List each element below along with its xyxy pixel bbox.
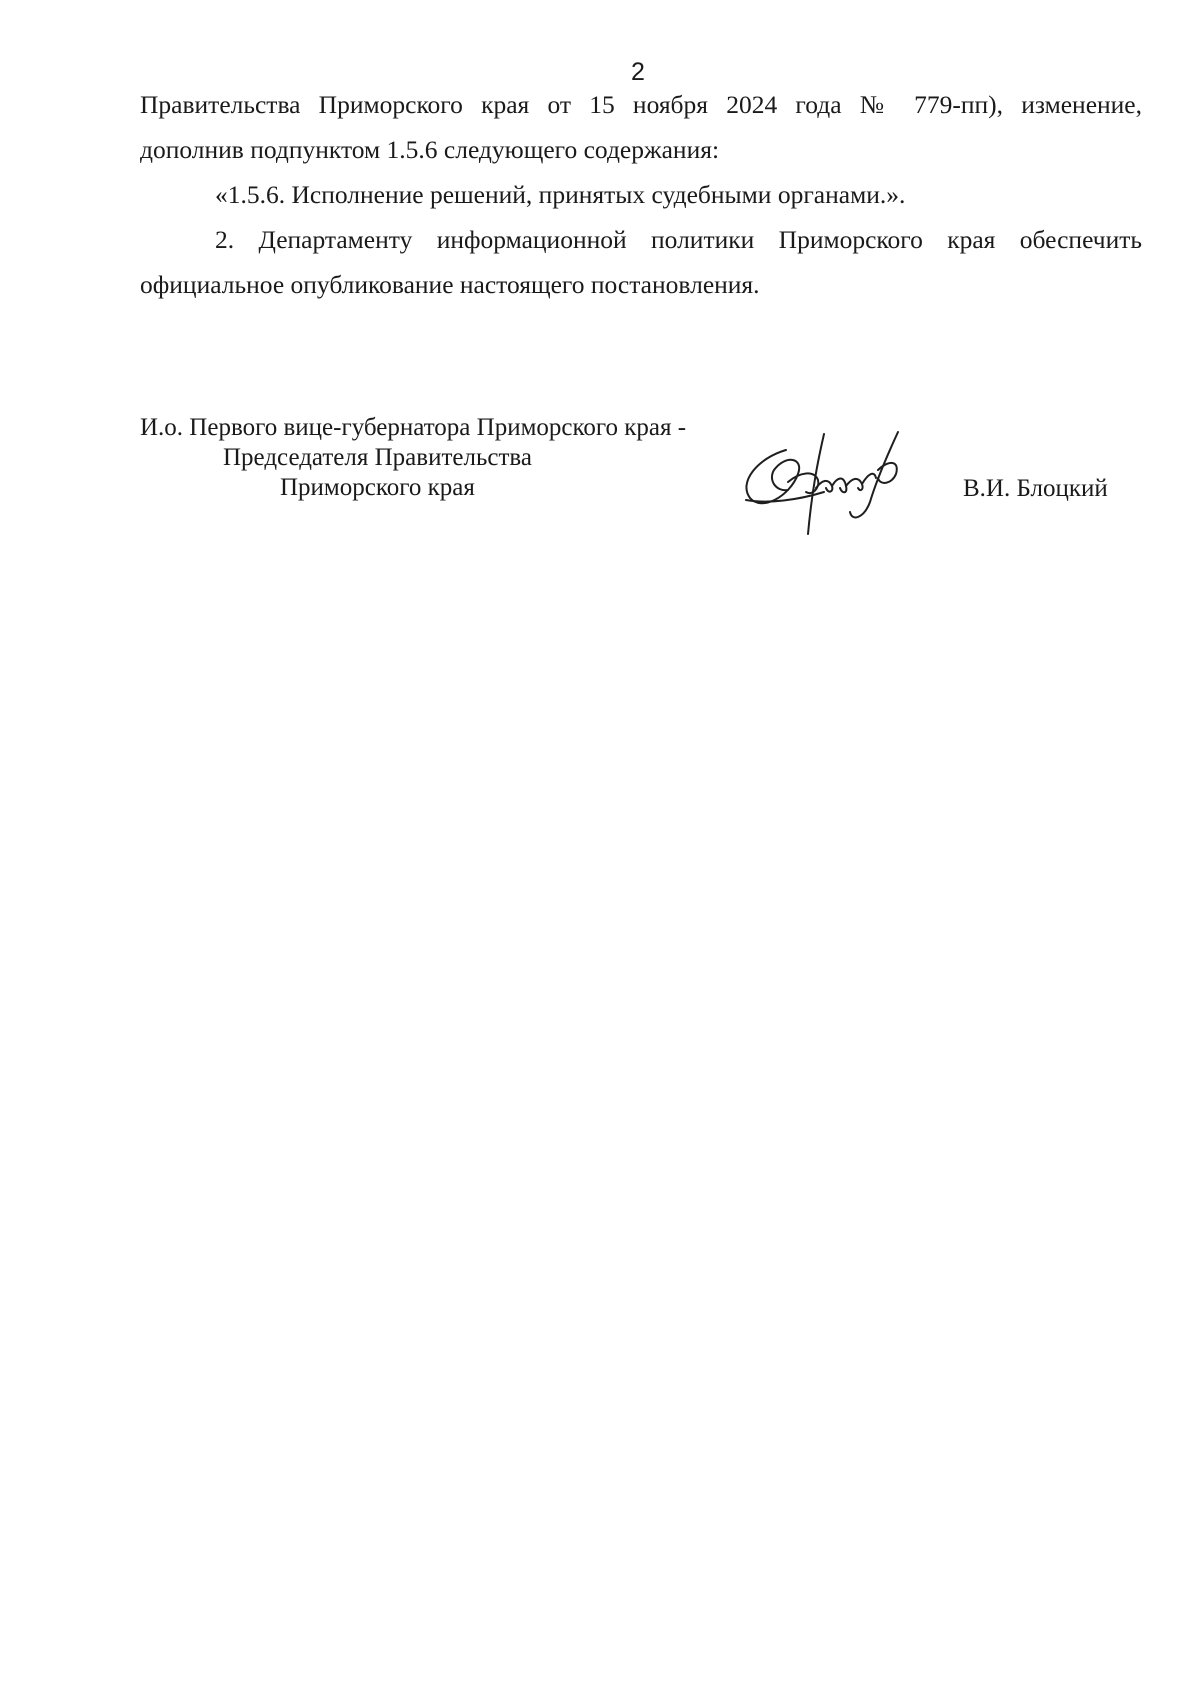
paragraph-line: дополнив подпунктом 1.5.6 следующего содержания: [140,135,720,164]
paragraph-line: 2. Департаменту информационной политики Приморского края обеспечить [215,225,1142,254]
signer-name: В.И. Блоцкий [963,475,1108,502]
paragraph-line: Правительства Приморского края от 15 ноября 2024 года № 779-пп), изменение, [140,90,1142,119]
document-body [140,82,1142,307]
paragraph-line: официальное опубликование настоящего постановления. [140,270,760,299]
signer-title-line: И.о. Первого вице-губернатора Приморского края - [140,414,687,441]
handwritten-signature-icon [728,430,928,540]
signer-title-line: Приморского края [280,474,475,501]
paragraph-line: «1.5.6. Исполнение решений, принятых судебными органами.». [215,180,906,209]
page-number: 2 [631,58,645,86]
signer-title-line: Председателя Правительства [223,444,532,471]
